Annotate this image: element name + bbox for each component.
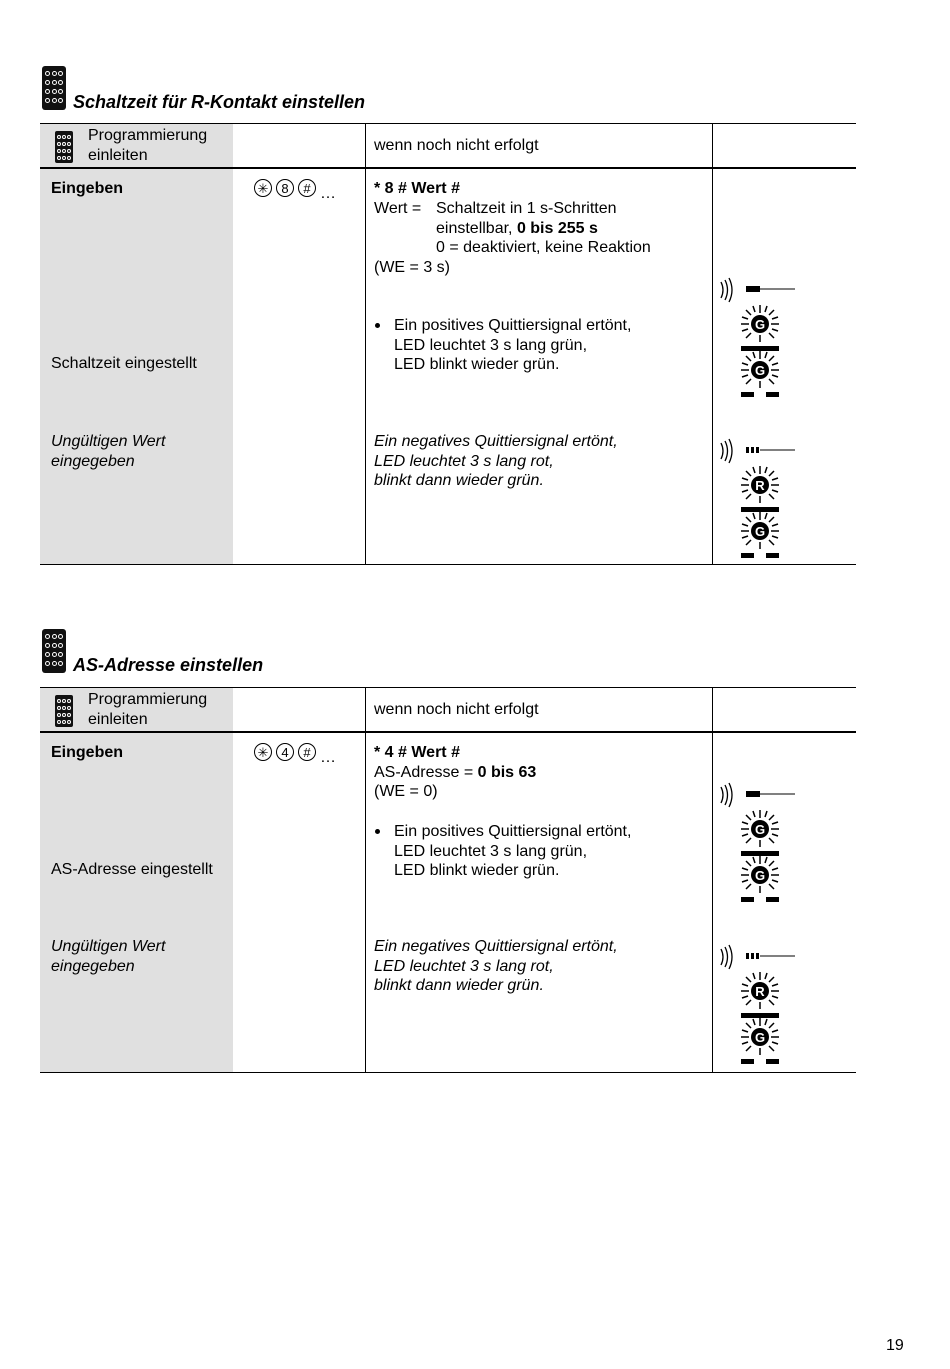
desc-line-1: Wert = xyxy=(374,200,422,217)
svg-text:G: G xyxy=(754,868,766,883)
star-key-icon: ✳ xyxy=(254,743,272,761)
keypad-dot xyxy=(57,135,61,139)
keypad-dot xyxy=(67,699,71,703)
led-green-steady-icon xyxy=(736,304,786,352)
keypad-dot xyxy=(52,652,57,657)
keypad-dot xyxy=(67,149,71,153)
keypad-dot xyxy=(67,706,71,710)
section-title: AS-Adresse einstellen xyxy=(73,655,264,675)
section-title: Schaltzeit für R-Kontakt einstellen xyxy=(73,92,366,112)
svg-text:R: R xyxy=(755,478,765,493)
keypad-dot xyxy=(52,71,57,76)
ok-text: Ein positives Quittiersignal ertönt, LED leuchtet 3 s lang grün, LED blinkt wieder grün. xyxy=(394,823,632,880)
hash-key-icon: # xyxy=(298,743,316,761)
keypad-dot xyxy=(58,71,63,76)
keypad-dot xyxy=(57,706,61,710)
err-label: Ungültigen Wert eingegeben xyxy=(51,938,166,975)
keypad-dot xyxy=(58,89,63,94)
prog-label: Programmierung einleiten xyxy=(88,691,208,728)
keypad-dot xyxy=(52,98,57,103)
svg-text:G: G xyxy=(754,317,766,332)
negative-signal-icon xyxy=(717,943,797,973)
remote-small-icon xyxy=(55,695,73,727)
digit-key: 4 xyxy=(276,743,294,761)
section-as-adresse xyxy=(40,629,856,1075)
section-schaltzeit xyxy=(40,66,856,566)
ok-label: AS-Adresse eingestellt xyxy=(51,861,213,878)
keypad-dot xyxy=(62,699,66,703)
keypad-dot xyxy=(58,661,63,666)
bullet-icon xyxy=(375,323,380,328)
desc-line-1: AS-Adresse = 0 bis 63 xyxy=(374,764,537,781)
keypad-dot xyxy=(57,720,61,724)
key-sequence: ✳ 8 # … xyxy=(254,178,336,198)
led-red-steady-icon xyxy=(736,971,786,1019)
instruction-table xyxy=(40,687,856,1073)
keypad-dot xyxy=(45,89,50,94)
led-green-blink-icon xyxy=(736,1017,786,1065)
remote-small-icon xyxy=(55,131,73,163)
input-label: Eingeben xyxy=(51,744,124,761)
prog-note: wenn noch nicht erfolgt xyxy=(374,701,539,718)
keypad-dot xyxy=(45,643,50,648)
keypad-dot xyxy=(58,634,63,639)
keypad-dot xyxy=(57,149,61,153)
svg-text:G: G xyxy=(754,1030,766,1045)
keypad-dot xyxy=(52,661,57,666)
keypad-dot xyxy=(57,142,61,146)
digit-key: 8 xyxy=(276,179,294,197)
prog-label: Programmierung einleiten xyxy=(88,127,208,164)
instruction-table: Programmierung einleiten wenn noch nicht erfolgt Eingeben ✳ 8 # … * 8 # Wert # Wert = Schaltzeit in 1 s-Schritten einstellbar, 0 bis 255 s 0 = deaktiviert, keine Reaktion (WE = 3 s) Schaltzeit eingestellt Ein positives Quittiersignal ertönt, LED leuchtet 3 s lang grün, LED blinkt wieder grün. Ungültigen Wert eingegeben Ein negatives Quittiersignal ertönt, LED leuchtet 3 s lang rot, blinkt dann wieder grün. G G R G xyxy=(40,123,856,565)
we-value: (WE = 0) xyxy=(374,783,438,800)
keypad-dot xyxy=(52,643,57,648)
keypad-dot xyxy=(67,135,71,139)
keypad-dot xyxy=(67,713,71,717)
ok-label: Schaltzeit eingestellt xyxy=(51,355,197,372)
led-green-blink-icon xyxy=(736,350,786,398)
keypad-dot xyxy=(67,720,71,724)
positive-signal-icon xyxy=(717,781,797,811)
code: * 4 # Wert # xyxy=(374,744,460,761)
keypad-dot xyxy=(58,652,63,657)
svg-text:R: R xyxy=(755,984,765,999)
keypad-dot xyxy=(45,98,50,103)
remote-control-icon xyxy=(42,629,66,673)
keypad-dot xyxy=(62,706,66,710)
remote-control-icon xyxy=(42,66,66,110)
code: * 8 # Wert # xyxy=(374,180,460,197)
input-label: Eingeben xyxy=(51,180,124,197)
key-sequence: ✳ 4 # … xyxy=(254,742,336,762)
led-green-blink-icon xyxy=(736,511,786,559)
svg-text:G: G xyxy=(754,822,766,837)
page-number: 19 xyxy=(886,1337,904,1354)
keypad-dot xyxy=(62,149,66,153)
keypad-dot xyxy=(58,98,63,103)
led-green-blink-icon xyxy=(736,855,786,903)
led-red-steady-icon xyxy=(736,465,786,513)
negative-signal-icon xyxy=(717,437,797,467)
keypad-dot xyxy=(52,80,57,85)
keypad-dot xyxy=(62,142,66,146)
desc-line-2: einstellbar, 0 bis 255 s xyxy=(436,220,598,237)
keypad-dot xyxy=(45,652,50,657)
keypad-dot xyxy=(57,713,61,717)
err-label: Ungültigen Wert eingegeben xyxy=(51,433,166,470)
keypad-dot xyxy=(67,142,71,146)
keypad-dot xyxy=(57,156,61,160)
we-value: (WE = 3 s) xyxy=(374,259,451,276)
desc-line-3: 0 = deaktiviert, keine Reaktion xyxy=(436,239,651,256)
err-text: Ein negatives Quittiersignal ertönt, LED leuchtet 3 s lang rot, blinkt dann wieder grün. xyxy=(374,938,618,995)
svg-text:G: G xyxy=(754,524,766,539)
keypad-dot xyxy=(62,713,66,717)
keypad-dot xyxy=(57,699,61,703)
keypad-dot xyxy=(45,71,50,76)
svg-text:G: G xyxy=(754,363,766,378)
keypad-dot xyxy=(58,80,63,85)
keypad-dot xyxy=(62,135,66,139)
led-green-steady-icon xyxy=(736,809,786,857)
hash-key-icon: # xyxy=(298,179,316,197)
prog-note: wenn noch nicht erfolgt xyxy=(374,137,539,154)
keypad-dot xyxy=(62,156,66,160)
star-key-icon: ✳ xyxy=(254,179,272,197)
keypad-dot xyxy=(45,661,50,666)
bullet-icon xyxy=(375,829,380,834)
err-text: Ein negatives Quittiersignal ertönt, LED leuchtet 3 s lang rot, blinkt dann wieder grün. xyxy=(374,433,618,490)
keypad-dot xyxy=(58,643,63,648)
ok-text: Ein positives Quittiersignal ertönt, LED leuchtet 3 s lang grün, LED blinkt wieder grün. xyxy=(394,317,632,374)
keypad-dot xyxy=(67,156,71,160)
keypad-dot xyxy=(45,634,50,639)
keypad-dot xyxy=(45,80,50,85)
positive-signal-icon xyxy=(717,276,797,306)
keypad-dot xyxy=(52,634,57,639)
keypad-dot xyxy=(52,89,57,94)
keypad-dot xyxy=(62,720,66,724)
